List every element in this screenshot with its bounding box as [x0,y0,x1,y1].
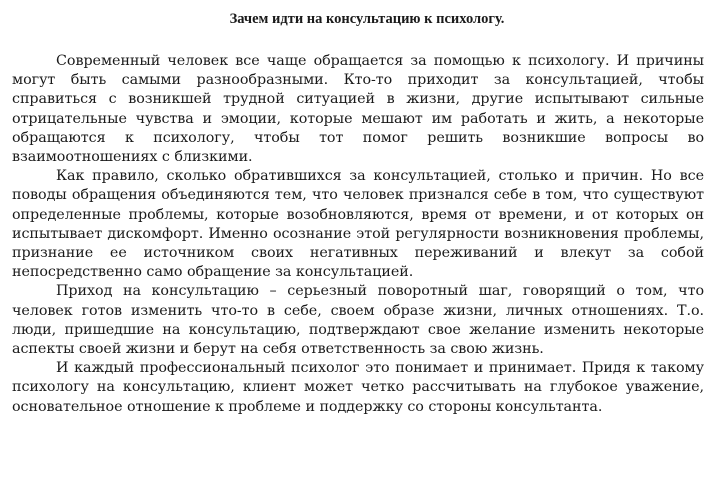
paragraph-1: Современный человек все чаще обращается за помощью к психологу. И причины могут быть самыми разнообразными. Кто-то приходит за консультацией, чтобы справиться с возникшей трудной ситуацией в жизни, другие испытывают сильные отрицательные чувства и эмоции, которые мешают им работать и жить, а некоторые обращаются к психологу, чтобы тот помог решить возникшие вопросы во взаимоотношениях с близкими. [12,53,704,166]
paragraph-2: Как правило, сколько обратившихся за консультацией, столько и причин. Но все поводы обращения объединяются тем, что человек признался себе в том, что существуют определенные проблемы, которые возобновляются, время от времени, и от которых он испытывает дискомфорт. Именно осознание этой регулярности возникновения проблемы, признание ее источником своих негативных переживаний и влекут за собой непосредственно само обращение за консультацией. [12,168,704,281]
paragraph-4: И каждый профессиональный психолог это понимает и принимает. Придя к такому психологу на консультацию, клиент может четко рассчитывать на глубокое уважение, основательное отношение к проблеме и поддержку со стороны консультанта. [12,360,704,415]
document-title: Зачем идти на консультацию к психологу. [229,11,505,27]
document-page [12,10,704,417]
paragraph-3: Приход на консультацию – серьезный поворотный шаг, говорящий о том, что человек готов изменить что-то в себе, своем образе жизни, личных отношениях. Т.о. люди, пришедшие на консультацию, подтверждают свое желание изменить некоторые аспекты своей жизни и берут на себя ответственность за свою жизнь. [12,283,704,358]
